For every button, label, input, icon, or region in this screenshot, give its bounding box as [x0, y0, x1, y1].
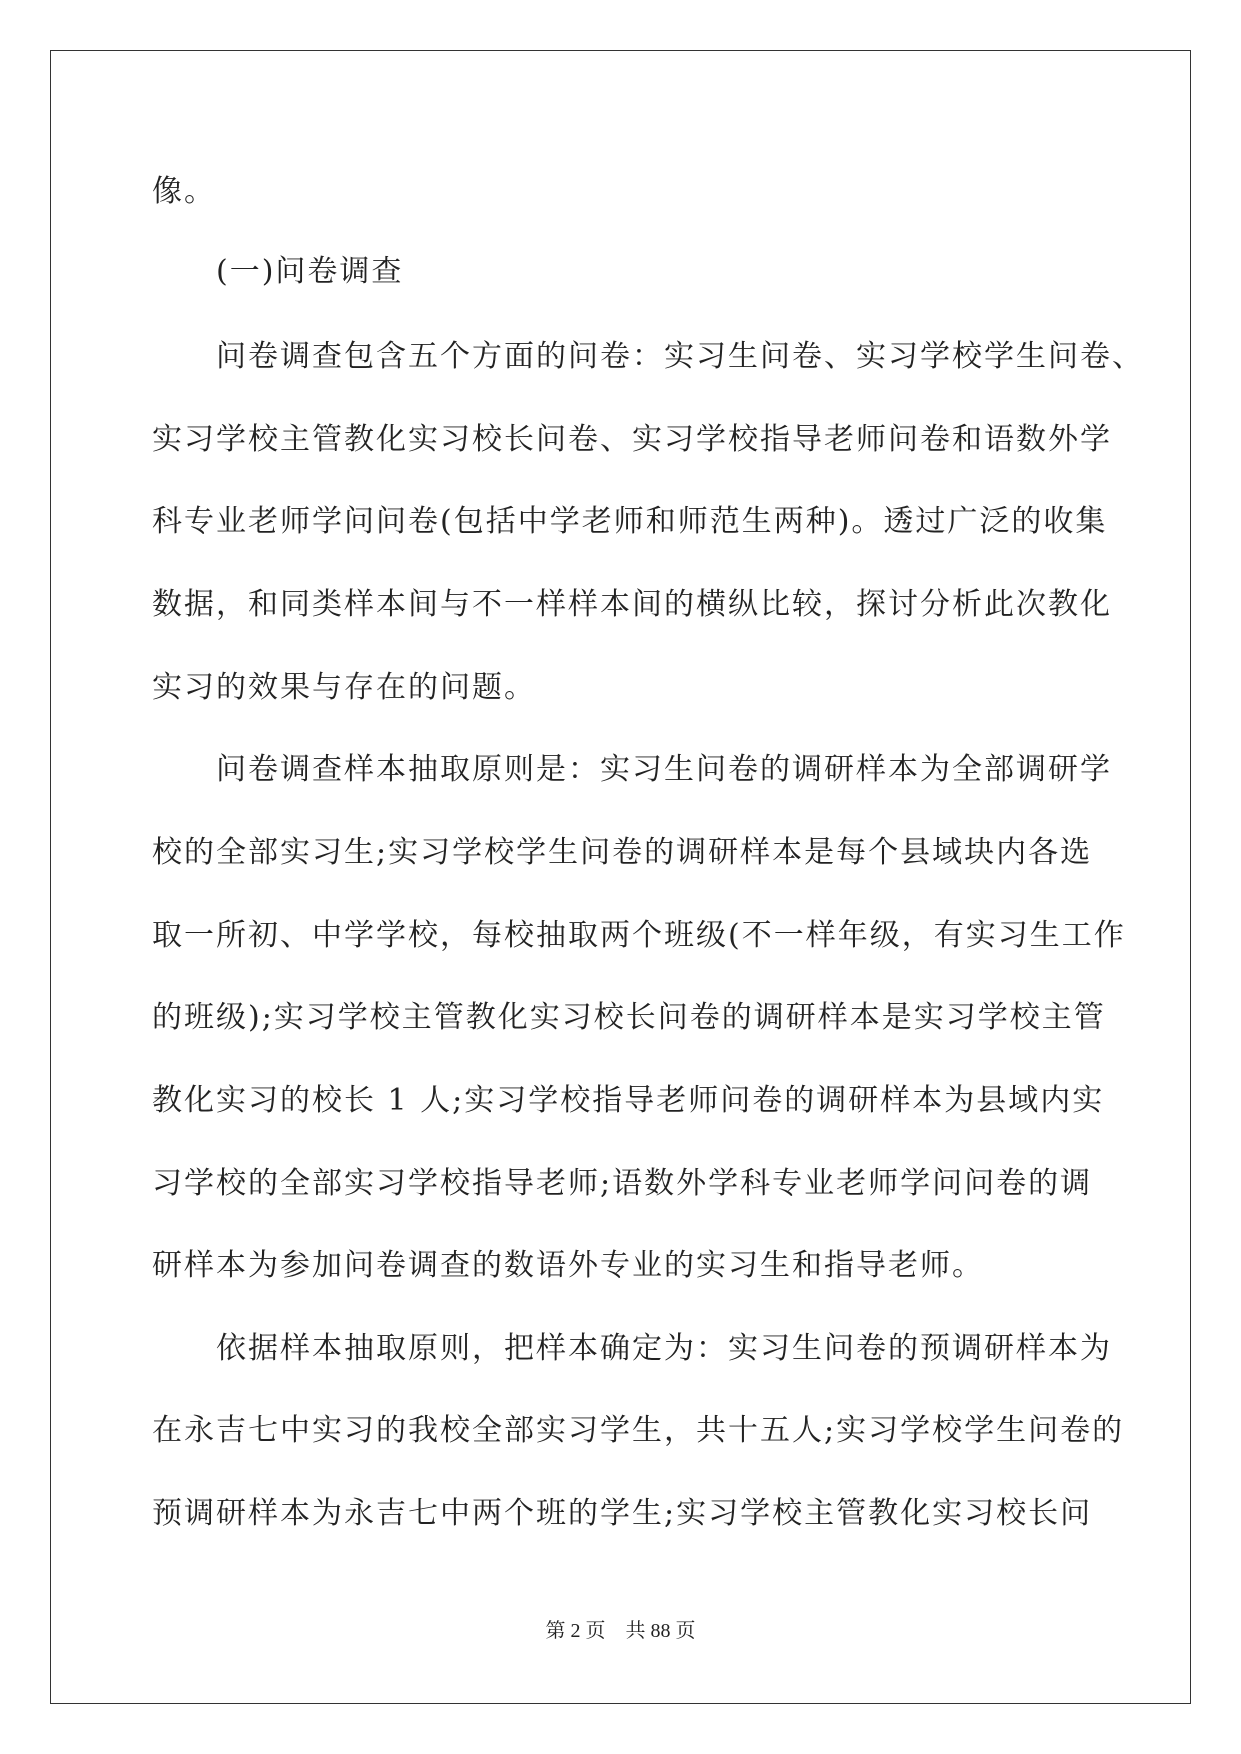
text-line: 校的全部实习生;实习学校学生问卷的调研样本是每个县域块内各选 [152, 835, 1093, 870]
text-line: 研样本为参加问卷调查的数语外专业的实习生和指导老师。 [152, 1248, 984, 1283]
page-number-footer: 第 2 页 共 88 页 [545, 1620, 696, 1642]
text-line: 实习的效果与存在的问题。 [152, 670, 536, 705]
text-line: 数据，和同类样本间与不一样样本间的横纵比较，探讨分析此次教化 [152, 587, 1112, 622]
text-line: 取一所初、中学学校，每校抽取两个班级(不一样年级，有实习生工作 [152, 918, 1126, 953]
text-line: 依据样本抽取原则，把样本确定为：实习生问卷的预调研样本为 [216, 1331, 1112, 1366]
text-line: 习学校的全部实习学校指导老师;语数外学科专业老师学问问卷的调 [152, 1166, 1093, 1201]
section-heading: (一)问卷调查 [216, 254, 404, 289]
text-line: 问卷调查包含五个方面的问卷：实习生问卷、实习学校学生问卷、 [216, 339, 1144, 374]
text-line: 科专业老师学问问卷(包括中学老师和师范生两种)。透过广泛的收集 [152, 504, 1108, 539]
text-line: 像。 [152, 174, 216, 209]
text-line: 问卷调查样本抽取原则是：实习生问卷的调研样本为全部调研学 [216, 752, 1112, 787]
text-line: 的班级);实习学校主管教化实习校长问卷的调研样本是实习学校主管 [152, 1000, 1106, 1035]
page-border [50, 50, 1191, 1704]
text-line: 在永吉七中实习的我校全部实习学生，共十五人;实习学校学生问卷的 [152, 1413, 1125, 1448]
text-line: 预调研样本为永吉七中两个班的学生;实习学校主管教化实习校长问 [152, 1496, 1093, 1531]
text-line: 教化实习的校长 1 人;实习学校指导老师问卷的调研样本为县域内实 [152, 1083, 1105, 1118]
text-line: 实习学校主管教化实习校长问卷、实习学校指导老师问卷和语数外学 [152, 422, 1112, 457]
